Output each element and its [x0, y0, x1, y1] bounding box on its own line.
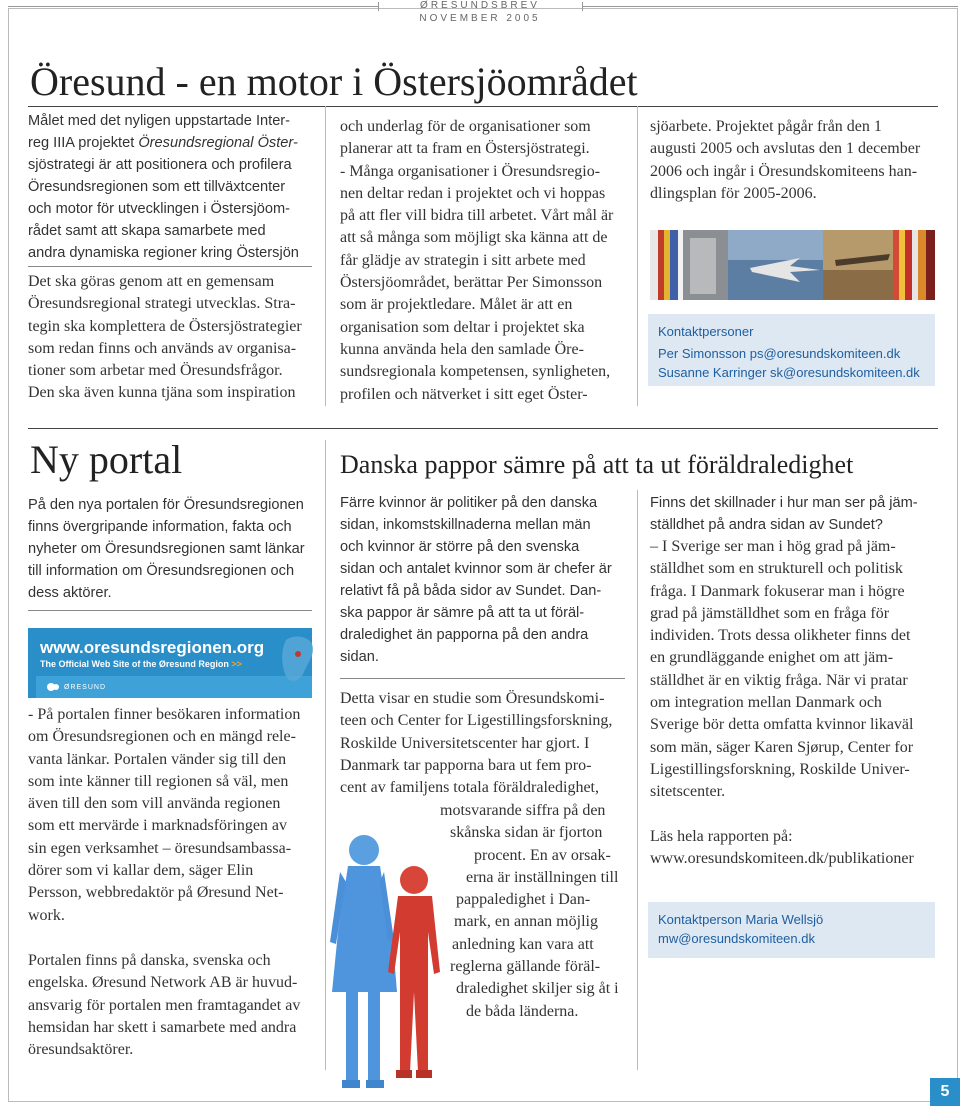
report-link[interactable]: www.oresundskomiteen.dk/publikationer [650, 850, 914, 868]
body-line: individen. Trots dessa olikheter finns det [650, 627, 911, 645]
body-line: anledning kan vara att [452, 935, 594, 953]
lead-line: ska pappor är sämre på att ta ut föräl- [340, 605, 585, 621]
body-line: Roskilde Universitetscenter har gjort. I [340, 734, 590, 752]
page-number: 5 [930, 1078, 960, 1106]
body-line: procent. En av orsak- [474, 846, 611, 864]
body-line: kunna använda hela den samlade Öre- [340, 340, 584, 358]
body-line: de båda länderna. [466, 1002, 579, 1020]
body-line: Ligestillingsforskning, Roskilde Univer- [650, 760, 910, 778]
article1-lead-rule [28, 266, 312, 267]
body-line: motsvarande siffra på den [440, 802, 606, 819]
article2-title: Ny portal [30, 437, 183, 482]
lead-line: nyheter om Öresundsregionen samt länkar [28, 541, 305, 557]
body-line: - På portalen finner besökaren information [28, 706, 301, 723]
figurines-graphic [322, 822, 442, 1094]
body-line: ställdhet som en strukturell och politisk [650, 560, 903, 578]
body-line: Östersjöområdet, berättar Per Simonsson [340, 274, 603, 292]
figurines-image [322, 822, 442, 1094]
body-line: skånska sidan är fjorton [450, 824, 603, 842]
banner-brand: ØRESUND [64, 684, 107, 691]
body-line: att så många som möjligt ska känna att de [340, 229, 608, 247]
body-line: ansvarig för portalen men framtagandet av [28, 996, 301, 1014]
body-line: om Öresundsregionen och en mängd rele- [28, 728, 296, 746]
body-line: fråga. I Danmark fokuserar man i högre [650, 582, 905, 600]
body-line: ställdhet är en viktig fråga. När vi pratar [650, 671, 908, 689]
article1-col2 [340, 116, 625, 406]
contact-person: Kontaktperson Maria Wellsjö [658, 912, 824, 927]
body-line: mark, en annan möjlig [454, 913, 598, 931]
article1-lead [28, 110, 312, 264]
body-line: sitetscenter. [650, 783, 726, 801]
europe-map-icon [278, 632, 318, 692]
body-line: engelska. Øresund Network AB är huvud- [28, 974, 298, 992]
lead-line: sjöstrategi är att positionera och profilera [28, 157, 292, 173]
body-line: Det ska göras genom att en gemensam [28, 273, 275, 290]
lead-line: draledighet än papporna på den andra [340, 627, 589, 643]
body-line: som ett mervärde i marknadsföringen av [28, 817, 288, 835]
lead-line: Färre kvinnor är politiker på den danska [340, 495, 598, 511]
body-line: vanta länkar. Portalen vänder sig till den [28, 750, 287, 768]
body-line: draledighet skiljer sig åt i [456, 980, 619, 998]
body-line: organisation som deltar i projektet ska [340, 318, 585, 336]
body-line: grad på jämställdhet som en fråga för [650, 604, 890, 622]
lead-line: Finns det skillnader i hur man ser på jäm- [650, 495, 918, 511]
article3-lead-rule [340, 678, 625, 679]
body-line: Detta visar en studie som Öresundskomi- [340, 690, 605, 707]
lead-line: Målet med det nyligen uppstartade Inter- [28, 113, 291, 129]
body-line: Öresundsregional strategi utvecklas. Stra- [28, 295, 296, 313]
masthead-date: NOVEMBER 2005 [419, 13, 541, 24]
article3-col3 [650, 536, 934, 804]
body-line: får glädje av strategin i sitt arbete med [340, 251, 586, 269]
lead-line-text: reg IIIA projektet Öresundsregional Öster- [28, 135, 298, 151]
body-line: Persson, webbredaktör på Øresund Net- [28, 884, 284, 902]
section-rule [28, 428, 938, 429]
body-line: - Många organisationer i Öresundsregio- [340, 162, 601, 180]
header-rule-left [8, 6, 378, 7]
article2-lead-rule [28, 610, 312, 611]
lead-line: till information om Öresundsregionen och [28, 563, 295, 579]
body-line: erna är inställningen till [466, 868, 619, 886]
lead-line: och kvinnor är större på den svenska [340, 539, 580, 555]
report-label: Läs hela rapporten på: [650, 828, 793, 845]
article1-col1 [28, 271, 312, 405]
banner-url: www.oresundsregionen.org [40, 638, 265, 657]
lead-line: Öresundsregionen som ett tillväxtcenter [28, 179, 286, 195]
lead-line: relativt få på båda sidor av Sundet. Dan- [340, 583, 602, 599]
lead-line: ställdhet på andra sidan av Sundet? [650, 517, 883, 533]
collage-graphic [650, 230, 935, 300]
contact-person: Per Simonsson ps@oresundskomiteen.dk [658, 346, 901, 361]
banner-arrows: >> [231, 659, 242, 669]
body-line: nen deltar redan i projektet och vi hoppas [340, 184, 606, 202]
lead-line: På den nya portalen för Öresundsregionen [28, 497, 304, 513]
body-line: Portalen finns på danska, svenska och [28, 952, 271, 969]
body-line: som inte känner till regionen så väl, men [28, 772, 289, 790]
article1-contact-box [648, 314, 935, 386]
article1-title: Öresund - en motor i Östersjöområdet [30, 59, 638, 104]
header-rule-right [582, 6, 958, 7]
body-line: reglerna gällande föräl- [450, 958, 601, 976]
body-line: sjöarbete. Projektet pågår från den 1 [650, 118, 882, 135]
body-line: en grundläggande enighet om att jäm- [650, 649, 894, 667]
banner-tagline-text: The Official Web Site of the Øresund Region [40, 659, 229, 669]
collage-photo [650, 230, 935, 300]
article3-col2-wrapped [440, 800, 625, 1023]
column-divider [637, 106, 638, 406]
body-line: cent av familjens totala föräldraledighet, [340, 779, 599, 797]
article2-body2 [28, 950, 312, 1061]
body-line: och underlag för de organisationer som [340, 118, 591, 135]
oresund-logo-icon [46, 682, 60, 692]
portal-banner[interactable] [28, 628, 312, 698]
header-tick-right [582, 2, 583, 11]
body-line: som män, säger Karen Sjørup, Center for [650, 738, 914, 756]
article3-title: Danska pappor sämre på att ta ut föräldraledighet [340, 450, 854, 479]
lead-line: finns övergripande information, fakta och [28, 519, 292, 535]
body-line: hemsidan har skett i samarbete med andra [28, 1018, 297, 1036]
body-line: Danmark tar papporna bara ut fem pro- [340, 756, 592, 774]
body-line: work. [28, 906, 65, 924]
article2-lead [28, 494, 318, 604]
body-line: sin egen verksamhet – öresundsambassa- [28, 839, 292, 857]
body-line: på att fler vill bidra till arbetet. Vårt mål är [340, 207, 614, 225]
body-line: – I Sverige ser man i hög grad på jäm- [650, 538, 896, 555]
body-line: pappaledighet i Dan- [456, 891, 591, 909]
body-line: öresundsaktörer. [28, 1041, 134, 1059]
lead-line: sidan. [340, 649, 379, 665]
body-line: sundsregionala kompetensen, synligheten, [340, 363, 611, 381]
body-line: planerar att ta fram en Östersjöstrategi. [340, 140, 590, 158]
article3-col2 [340, 688, 625, 799]
banner-tagline [40, 659, 242, 669]
body-line: teen och Center for Ligestillingsforskning, [340, 712, 613, 730]
body-line: tioner som arbetar med Öresundsfrågor. [28, 362, 283, 380]
contact-person: Susanne Karringer sk@oresundskomiteen.dk [658, 365, 920, 380]
contact-email: mw@oresundskomiteen.dk [658, 931, 815, 946]
lead-line [28, 132, 312, 154]
body-line: tegin ska komplettera de Östersjöstrategier [28, 317, 302, 335]
body-line: som är projektledare. Målet är att en [340, 296, 573, 314]
lead-line: rådet samt att skapa samarbete med [28, 223, 266, 239]
body-line: Den ska även kunna tjäna som inspiration [28, 384, 296, 402]
body-line: även till den som vill använda regionen [28, 795, 281, 813]
project-name: Öresundsregional Öster- [138, 135, 298, 151]
body-line: Sverige bör detta omfatta kvinnor likaväl [650, 716, 914, 734]
body-line: dlingsplan för 2005-2006. [650, 184, 817, 202]
lead-line: dess aktörer. [28, 585, 112, 601]
article1-col3 [650, 116, 935, 205]
lead-line: sidan, inkomstskillnaderna mellan män [340, 517, 591, 533]
column-divider [325, 106, 326, 406]
body-line: profilen och nätverket i sitt eget Öster- [340, 385, 588, 403]
lead-line: sidan och antalet kvinnor som är chefer är [340, 561, 612, 577]
article3-lead [340, 492, 630, 668]
masthead-title: ØRESUNDSBREV [420, 0, 540, 11]
article3-report [650, 826, 934, 871]
body-line: dörer som vi kallar dem, säger Elin [28, 862, 254, 880]
lead-line: och motor för utvecklingen i Östersjöom- [28, 201, 290, 217]
header-tick-left [378, 2, 379, 11]
column-divider [637, 490, 638, 1070]
article3-contact-box [648, 902, 935, 958]
body-line: som redan finns och används av organisa- [28, 339, 297, 357]
body-line: om integration mellan Danmark och [650, 694, 882, 712]
body-line: augusti 2005 och avslutas den 1 december [650, 140, 921, 158]
article1-top-rule [28, 106, 938, 107]
lead-line: andra dynamiska regioner kring Östersjön [28, 245, 299, 261]
contact-heading: Kontaktpersoner [658, 324, 754, 339]
body-line: 2006 och ingår i Öresundskomiteens han- [650, 162, 918, 180]
article2-body1 [28, 704, 312, 927]
article3-col3-lead [650, 492, 936, 536]
